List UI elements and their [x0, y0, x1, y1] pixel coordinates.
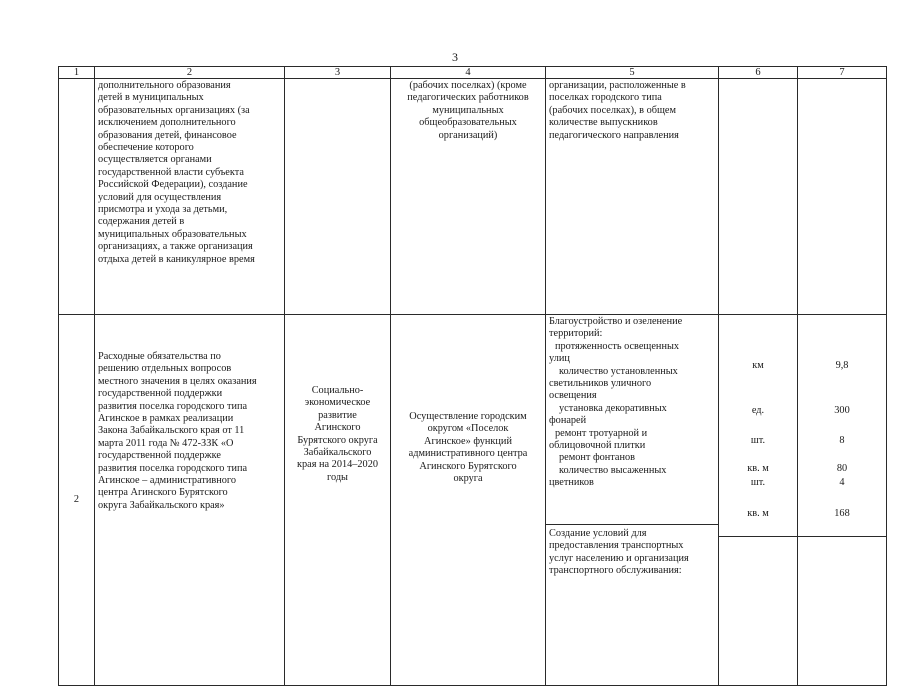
- text-line: развитие: [318, 409, 357, 421]
- text-line: марта 2011 года № 472-ЗЗК «О: [98, 437, 234, 449]
- text-line: содержания детей в: [98, 216, 185, 228]
- text-line: педагогических работников: [407, 92, 529, 104]
- text-line: Российской Федерации), создание: [98, 179, 248, 191]
- indicator-line: установка декоративных: [559, 402, 667, 414]
- row1-obligation-cell: [95, 79, 285, 315]
- header-cell: 7: [798, 67, 887, 79]
- indicator-line: ремонт тротуарной и: [555, 427, 648, 439]
- text-line: детей в муниципальных: [98, 92, 204, 104]
- unit-value: кв. м: [747, 463, 769, 474]
- text-line: местного значения в целях оказания: [98, 375, 257, 387]
- text-line: Агинского: [314, 422, 361, 434]
- indicator-value: 80: [836, 463, 848, 474]
- text-line: центра Агинского Бурятского: [98, 487, 228, 499]
- indicator-line: количество высаженных: [559, 464, 667, 476]
- text-line: административного центра: [408, 448, 528, 460]
- units-stack: [719, 315, 797, 536]
- row1-value-cell: [798, 79, 887, 315]
- text-line: Агинское – административного: [98, 475, 237, 487]
- indicator-line: ремонт фонтанов: [559, 452, 636, 464]
- indicator-value: 8: [839, 435, 845, 446]
- indicators-table: [58, 66, 887, 686]
- text-line: округом «Поселок: [427, 423, 509, 435]
- text-line: экономическое: [304, 397, 371, 409]
- header-cell: 3: [285, 67, 391, 79]
- text-line: количестве выпускников: [549, 117, 658, 129]
- indicator-value: 300: [834, 405, 850, 416]
- text-line: Бурятского округа: [297, 434, 378, 446]
- row2-program-cell: [285, 315, 391, 686]
- text-line: Социально-: [311, 385, 364, 396]
- text-line: Создание условий для: [549, 528, 647, 539]
- indicator-value: 168: [834, 508, 850, 519]
- text-line: решению отдельных вопросов: [98, 363, 232, 375]
- page-number: 3: [452, 50, 458, 64]
- indicator-value: 9,8: [835, 360, 849, 371]
- text-line: дополнительного образования: [98, 80, 231, 91]
- row2-number-cell: 2: [59, 315, 95, 686]
- header-row: [59, 67, 887, 79]
- row1-indicator-cell: [546, 79, 719, 315]
- unit-value: шт.: [750, 435, 766, 446]
- text-line: Расходные обязательства по: [98, 351, 221, 362]
- text-line: услуг населению и организация: [549, 552, 689, 564]
- header-cell: 1: [59, 67, 95, 79]
- text-line: Осуществление городским: [409, 411, 527, 422]
- text-line: округа Забайкальского края»: [98, 499, 225, 511]
- text-line: осуществляется органами: [98, 154, 212, 166]
- indicator-line: количество установленных: [559, 365, 678, 377]
- text-line: педагогического направления: [549, 129, 679, 141]
- row2-unit-cell: [719, 315, 798, 686]
- header-cell: 6: [719, 67, 798, 79]
- header-cell: 4: [391, 67, 546, 79]
- text-line: транспортного обслуживания:: [549, 565, 682, 577]
- text-line: государственной поддержки: [98, 388, 223, 400]
- row1-program-cell: [285, 79, 391, 315]
- indicator-line: улиц: [549, 353, 570, 365]
- text-line: округа: [453, 473, 483, 485]
- text-line: отдыха детей в каникулярное время: [98, 253, 255, 265]
- text-line: Закона Забайкальского края от 11: [98, 425, 245, 437]
- unit-value: шт.: [750, 477, 766, 488]
- text-line: Агинское» функций: [424, 435, 512, 447]
- text-line: (рабочих поселках) (кроме: [409, 80, 527, 91]
- row1-number-cell: [59, 79, 95, 315]
- text-line: государственной поддержке: [98, 450, 221, 462]
- header-cell: 2: [95, 67, 285, 79]
- row1-unit-cell: [719, 79, 798, 315]
- indicator-line: светильников уличного: [549, 378, 652, 390]
- text-line: годы: [327, 471, 348, 483]
- indicator-line: Благоустройство и озеленение: [549, 316, 683, 327]
- unit-value: ед.: [751, 405, 765, 416]
- text-line: предоставления транспортных: [549, 540, 684, 552]
- indicator-line: территорий:: [549, 328, 603, 340]
- text-line: общеобразовательных: [419, 117, 517, 129]
- row2-goal-cell: [391, 315, 546, 686]
- text-line: поселках городского типа: [549, 92, 662, 104]
- text-line: исключением дополнительного: [98, 117, 236, 129]
- text-line: обеспечение которого: [98, 142, 194, 154]
- indicator-list: [549, 316, 715, 524]
- text-line: развития поселка городского типа: [98, 400, 248, 412]
- text-line: организации, расположенные в: [549, 80, 686, 91]
- text-line: образования детей, финансовое: [98, 129, 237, 141]
- text-line: организациях, а также организация: [98, 241, 253, 253]
- indicator-line: фонарей: [549, 415, 587, 427]
- indicator-line: цветников: [549, 477, 594, 489]
- text-line: края на 2014–2020: [296, 459, 379, 471]
- unit-value: кв. м: [747, 508, 769, 519]
- header-cell: 5: [546, 67, 719, 79]
- text-line: (рабочих поселках), в общем: [549, 104, 676, 116]
- indicator-line: облицовочной плитки: [549, 440, 646, 452]
- row2-value-cell: [798, 315, 887, 686]
- text-line: муниципальных: [432, 104, 504, 116]
- values-stack: [798, 315, 886, 536]
- table-row: [59, 79, 887, 315]
- indicator-line: протяженность освещенных: [555, 340, 680, 352]
- row2-indicator-cell: [546, 315, 719, 686]
- row2-obligation-cell: [95, 315, 285, 686]
- text-line: присмотра и ухода за детьми,: [98, 204, 228, 216]
- text-line: условий для осуществления: [98, 191, 222, 203]
- text-line: государственной власти субъекта: [98, 166, 244, 178]
- text-line: Агинского Бурятского: [419, 460, 517, 472]
- text-line: развития поселка городского типа: [98, 462, 248, 474]
- text-line: муниципальных образовательных: [98, 228, 247, 240]
- text-line: Агинское в рамках реализации: [98, 413, 234, 425]
- transport-indicator-block: [546, 524, 718, 578]
- unit-value: км: [752, 360, 764, 371]
- text-line: образовательных организациях (за: [98, 104, 250, 116]
- table-row: [59, 315, 887, 686]
- row1-goal-cell: [391, 79, 546, 315]
- indicator-line: освещения: [549, 390, 597, 402]
- text-line: организаций): [438, 129, 498, 141]
- text-line: Забайкальского: [303, 447, 372, 459]
- indicator-value: 4: [839, 477, 845, 488]
